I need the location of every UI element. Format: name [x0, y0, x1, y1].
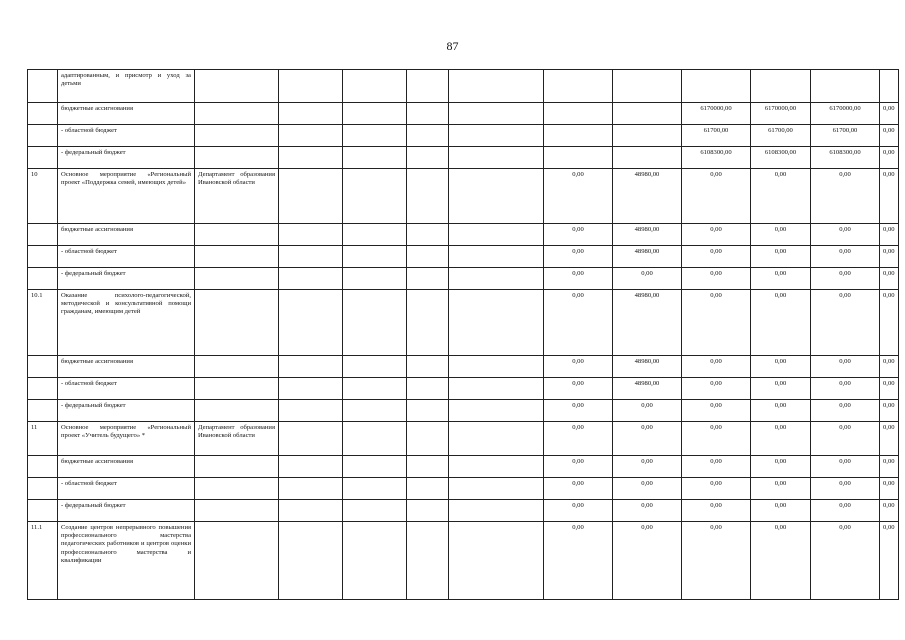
amount-cell — [407, 500, 449, 522]
amount-cell: 0,00 — [613, 522, 682, 600]
amount-cell — [407, 246, 449, 268]
amount-cell — [343, 169, 407, 224]
amount-cell — [449, 522, 544, 600]
amount-cell: 0,00 — [880, 400, 899, 422]
amount-cell — [449, 378, 544, 400]
amount-cell: 0,00 — [544, 356, 613, 378]
amount-cell — [343, 290, 407, 356]
amount-cell — [279, 125, 343, 147]
executor-cell — [195, 456, 279, 478]
activity-name-cell: Создание центров непрерывного повышения профессионального мастерства педагогических работников и центров оценки профессионального мастерства и квалификации — [58, 522, 195, 600]
amount-cell — [343, 422, 407, 456]
amount-cell: 0,00 — [811, 268, 880, 290]
amount-cell: 0,00 — [613, 456, 682, 478]
activity-name-cell: Основное мероприятие «Региональный проект «Учитель будущего» * — [58, 422, 195, 456]
amount-cell — [279, 522, 343, 600]
amount-cell — [279, 456, 343, 478]
executor-cell — [195, 70, 279, 103]
amount-cell — [279, 103, 343, 125]
amount-cell — [751, 70, 811, 103]
executor-cell — [195, 378, 279, 400]
amount-cell: 48980,00 — [613, 356, 682, 378]
amount-cell: 0,00 — [811, 378, 880, 400]
amount-cell: 0,00 — [682, 169, 751, 224]
amount-cell: 0,00 — [880, 169, 899, 224]
amount-cell: 0,00 — [751, 290, 811, 356]
amount-cell: 0,00 — [811, 246, 880, 268]
row-number-cell — [28, 246, 58, 268]
amount-cell — [407, 70, 449, 103]
amount-cell — [449, 125, 544, 147]
amount-cell: 0,00 — [682, 378, 751, 400]
amount-cell — [343, 378, 407, 400]
activity-name-cell: - федеральный бюджет — [58, 400, 195, 422]
executor-cell — [195, 103, 279, 125]
amount-cell — [279, 500, 343, 522]
amount-cell — [279, 246, 343, 268]
amount-cell: 0,00 — [811, 500, 880, 522]
amount-cell — [343, 147, 407, 169]
activity-name-cell: Оказание психолого-педагогической, методической и консультативной помощи гражданам, имеющим детей — [58, 290, 195, 356]
amount-cell: 0,00 — [751, 169, 811, 224]
amount-cell: 0,00 — [880, 125, 899, 147]
amount-cell — [407, 224, 449, 246]
executor-cell — [195, 268, 279, 290]
row-number-cell — [28, 378, 58, 400]
activity-name-cell: - федеральный бюджет — [58, 500, 195, 522]
amount-cell: 0,00 — [751, 268, 811, 290]
executor-cell — [195, 147, 279, 169]
page-number: 87 — [446, 39, 459, 53]
amount-cell — [682, 70, 751, 103]
amount-cell: 0,00 — [613, 268, 682, 290]
amount-cell: 6170000,00 — [811, 103, 880, 125]
amount-cell: 0,00 — [880, 422, 899, 456]
amount-cell — [279, 268, 343, 290]
amount-cell: 0,00 — [811, 224, 880, 246]
row-number-cell — [28, 268, 58, 290]
amount-cell: 0,00 — [811, 400, 880, 422]
amount-cell — [880, 70, 899, 103]
amount-cell: 0,00 — [880, 246, 899, 268]
amount-cell: 0,00 — [751, 422, 811, 456]
table-row — [28, 522, 899, 600]
amount-cell — [449, 169, 544, 224]
amount-cell: 0,00 — [682, 500, 751, 522]
executor-cell — [195, 125, 279, 147]
amount-cell — [279, 169, 343, 224]
amount-cell: 0,00 — [880, 456, 899, 478]
amount-cell: 0,00 — [811, 169, 880, 224]
amount-cell — [343, 103, 407, 125]
amount-cell: 0,00 — [880, 224, 899, 246]
amount-cell — [279, 478, 343, 500]
amount-cell — [449, 70, 544, 103]
amount-cell — [544, 70, 613, 103]
activity-name-cell: - областной бюджет — [58, 125, 195, 147]
amount-cell — [407, 422, 449, 456]
row-number-cell: 11 — [28, 422, 58, 456]
amount-cell — [343, 400, 407, 422]
amount-cell: 6108300,00 — [751, 147, 811, 169]
amount-cell — [449, 290, 544, 356]
amount-cell: 0,00 — [613, 500, 682, 522]
amount-cell: 0,00 — [811, 478, 880, 500]
executor-cell — [195, 356, 279, 378]
activity-name-cell: бюджетные ассигнования — [58, 456, 195, 478]
amount-cell: 0,00 — [880, 103, 899, 125]
amount-cell — [343, 356, 407, 378]
row-number-cell — [28, 125, 58, 147]
amount-cell: 0,00 — [682, 522, 751, 600]
amount-cell: 0,00 — [751, 356, 811, 378]
amount-cell — [343, 456, 407, 478]
amount-cell — [279, 224, 343, 246]
activity-name-cell: - федеральный бюджет — [58, 268, 195, 290]
amount-cell: 0,00 — [682, 478, 751, 500]
amount-cell: 0,00 — [880, 378, 899, 400]
amount-cell — [449, 103, 544, 125]
amount-cell: 6108300,00 — [682, 147, 751, 169]
amount-cell — [811, 70, 880, 103]
activity-name-cell: Основное мероприятие «Региональный проект «Поддержка семей, имеющих детей» — [58, 169, 195, 224]
amount-cell: 0,00 — [682, 456, 751, 478]
amount-cell: 61700,00 — [751, 125, 811, 147]
table-row — [28, 224, 899, 246]
executor-cell — [195, 400, 279, 422]
amount-cell — [544, 125, 613, 147]
amount-cell — [279, 290, 343, 356]
executor-cell — [195, 290, 279, 356]
amount-cell: 61700,00 — [682, 125, 751, 147]
amount-cell: 6170000,00 — [751, 103, 811, 125]
amount-cell — [407, 456, 449, 478]
row-number-cell — [28, 478, 58, 500]
table-row — [28, 70, 899, 103]
amount-cell — [449, 478, 544, 500]
amount-cell: 0,00 — [880, 356, 899, 378]
amount-cell — [279, 147, 343, 169]
amount-cell: 0,00 — [751, 456, 811, 478]
amount-cell: 0,00 — [544, 290, 613, 356]
amount-cell — [449, 147, 544, 169]
row-number-cell — [28, 103, 58, 125]
activity-name-cell: бюджетные ассигнования — [58, 224, 195, 246]
amount-cell — [407, 400, 449, 422]
amount-cell: 0,00 — [613, 422, 682, 456]
amount-cell: 0,00 — [751, 500, 811, 522]
amount-cell: 0,00 — [544, 478, 613, 500]
amount-cell — [407, 378, 449, 400]
amount-cell — [407, 356, 449, 378]
row-number-cell — [28, 500, 58, 522]
amount-cell: 0,00 — [544, 169, 613, 224]
amount-cell — [407, 125, 449, 147]
table-row — [28, 147, 899, 169]
activity-name-cell: - федеральный бюджет — [58, 147, 195, 169]
amount-cell — [407, 290, 449, 356]
amount-cell: 0,00 — [544, 378, 613, 400]
amount-cell: 0,00 — [682, 268, 751, 290]
activity-name-cell: - областной бюджет — [58, 246, 195, 268]
amount-cell: 48980,00 — [613, 378, 682, 400]
amount-cell — [343, 500, 407, 522]
amount-cell: 0,00 — [880, 500, 899, 522]
amount-cell — [449, 456, 544, 478]
amount-cell — [279, 400, 343, 422]
amount-cell: 0,00 — [811, 456, 880, 478]
amount-cell — [613, 70, 682, 103]
amount-cell: 0,00 — [880, 147, 899, 169]
amount-cell — [407, 522, 449, 600]
table-row — [28, 378, 899, 400]
amount-cell — [449, 224, 544, 246]
executor-cell: Департамент образования Ивановской области — [195, 422, 279, 456]
amount-cell: 0,00 — [613, 478, 682, 500]
row-number-cell: 11.1 — [28, 522, 58, 600]
executor-cell — [195, 246, 279, 268]
activity-name-cell: бюджетные ассигнования — [58, 356, 195, 378]
amount-cell — [449, 356, 544, 378]
amount-cell: 0,00 — [880, 522, 899, 600]
amount-cell — [279, 356, 343, 378]
table-row — [28, 478, 899, 500]
amount-cell — [343, 70, 407, 103]
amount-cell — [449, 422, 544, 456]
executor-cell — [195, 522, 279, 600]
amount-cell — [449, 268, 544, 290]
amount-cell: 0,00 — [751, 378, 811, 400]
activity-name-cell: - областной бюджет — [58, 378, 195, 400]
table-row — [28, 103, 899, 125]
amount-cell: 0,00 — [811, 522, 880, 600]
amount-cell: 0,00 — [751, 400, 811, 422]
amount-cell: 0,00 — [682, 246, 751, 268]
executor-cell: Департамент образования Ивановской области — [195, 169, 279, 224]
amount-cell: 6108300,00 — [811, 147, 880, 169]
amount-cell — [544, 147, 613, 169]
table-row — [28, 456, 899, 478]
table-row — [28, 400, 899, 422]
amount-cell: 0,00 — [751, 224, 811, 246]
amount-cell — [343, 246, 407, 268]
amount-cell: 0,00 — [544, 224, 613, 246]
table-row — [28, 422, 899, 456]
amount-cell: 0,00 — [682, 356, 751, 378]
amount-cell — [343, 125, 407, 147]
amount-cell: 48980,00 — [613, 290, 682, 356]
activity-name-cell: адаптированным, и присмотр и уход за детьми — [58, 70, 195, 103]
amount-cell: 0,00 — [544, 422, 613, 456]
table-row — [28, 268, 899, 290]
amount-cell: 61700,00 — [811, 125, 880, 147]
amount-cell: 0,00 — [880, 268, 899, 290]
amount-cell: 48980,00 — [613, 246, 682, 268]
amount-cell: 0,00 — [544, 522, 613, 600]
amount-cell — [449, 246, 544, 268]
row-number-cell — [28, 356, 58, 378]
amount-cell: 0,00 — [811, 290, 880, 356]
row-number-cell: 10 — [28, 169, 58, 224]
amount-cell: 0,00 — [682, 400, 751, 422]
amount-cell: 0,00 — [811, 356, 880, 378]
table-row — [28, 169, 899, 224]
amount-cell: 0,00 — [811, 422, 880, 456]
amount-cell — [407, 268, 449, 290]
executor-cell — [195, 500, 279, 522]
amount-cell — [343, 224, 407, 246]
row-number-cell — [28, 456, 58, 478]
amount-cell: 48980,00 — [613, 169, 682, 224]
row-number-cell — [28, 224, 58, 246]
amount-cell: 0,00 — [682, 224, 751, 246]
executor-cell — [195, 478, 279, 500]
row-number-cell — [28, 70, 58, 103]
row-number-cell — [28, 400, 58, 422]
amount-cell — [343, 268, 407, 290]
amount-cell — [407, 147, 449, 169]
amount-cell — [343, 478, 407, 500]
amount-cell: 0,00 — [682, 290, 751, 356]
table-row — [28, 125, 899, 147]
budget-table — [27, 69, 899, 600]
amount-cell: 0,00 — [751, 478, 811, 500]
amount-cell: 0,00 — [544, 246, 613, 268]
row-number-cell — [28, 147, 58, 169]
table-body — [28, 70, 899, 600]
activity-name-cell: - областной бюджет — [58, 478, 195, 500]
amount-cell — [613, 103, 682, 125]
amount-cell — [407, 169, 449, 224]
amount-cell — [407, 478, 449, 500]
amount-cell — [407, 103, 449, 125]
amount-cell: 0,00 — [544, 456, 613, 478]
amount-cell — [449, 400, 544, 422]
table-row — [28, 290, 899, 356]
executor-cell — [195, 224, 279, 246]
amount-cell: 48980,00 — [613, 224, 682, 246]
table-row — [28, 246, 899, 268]
amount-cell: 6170000,00 — [682, 103, 751, 125]
amount-cell: 0,00 — [880, 478, 899, 500]
amount-cell: 0,00 — [880, 290, 899, 356]
amount-cell: 0,00 — [544, 268, 613, 290]
amount-cell — [279, 70, 343, 103]
amount-cell — [613, 125, 682, 147]
row-number-cell: 10.1 — [28, 290, 58, 356]
amount-cell — [544, 103, 613, 125]
activity-name-cell: бюджетные ассигнования — [58, 103, 195, 125]
table-row — [28, 500, 899, 522]
amount-cell: 0,00 — [682, 422, 751, 456]
amount-cell: 0,00 — [751, 522, 811, 600]
amount-cell — [279, 378, 343, 400]
amount-cell — [343, 522, 407, 600]
amount-cell: 0,00 — [751, 246, 811, 268]
amount-cell: 0,00 — [613, 400, 682, 422]
amount-cell — [449, 500, 544, 522]
amount-cell: 0,00 — [544, 500, 613, 522]
amount-cell — [279, 422, 343, 456]
amount-cell — [613, 147, 682, 169]
table-row — [28, 356, 899, 378]
amount-cell: 0,00 — [544, 400, 613, 422]
